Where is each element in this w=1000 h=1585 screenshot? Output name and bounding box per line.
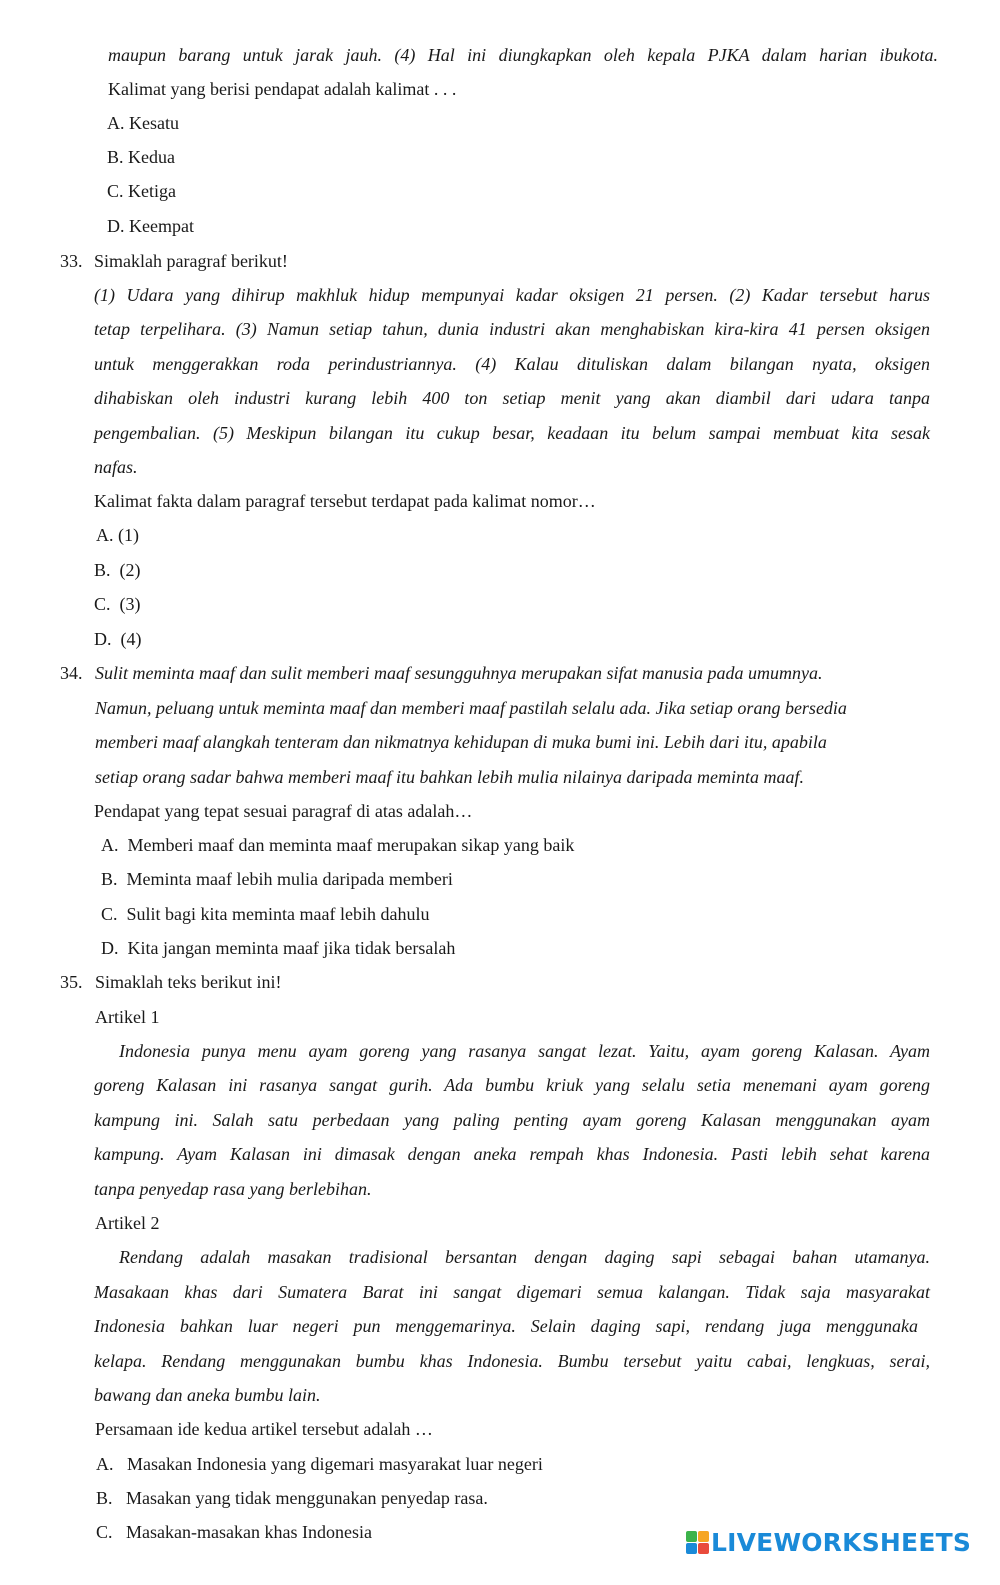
option-text: (4) (120, 629, 142, 649)
q34-number: 34. (60, 663, 83, 683)
article-1-title: Artikel 1 (95, 1007, 160, 1027)
logo-tile (698, 1543, 709, 1554)
q35-number: 35. (60, 972, 83, 992)
option-text: Kesatu (129, 113, 179, 133)
watermark-text: LIVEWORKSHEETS (711, 1527, 972, 1557)
option-text: Kedua (128, 147, 175, 167)
logo-tile (686, 1543, 697, 1554)
option-letter: D. (101, 938, 119, 958)
option-letter: D. (107, 216, 125, 236)
option-letter: B. (94, 560, 111, 580)
q33-intro: Simaklah paragraf berikut! (94, 251, 288, 271)
article-2-title: Artikel 2 (95, 1213, 160, 1233)
option-letter: B. (101, 869, 118, 889)
q34-option-c[interactable] (101, 903, 429, 925)
q32-option-b[interactable] (107, 146, 175, 168)
option-text: (3) (119, 594, 141, 614)
option-letter: A. (107, 113, 125, 133)
option-text: (1) (118, 525, 139, 545)
option-letter: B. (107, 147, 124, 167)
article-2-line: Masakaan khas dari Sumatera Barat ini sangat digemari semua kalangan. Tidak saja masyarakat (94, 1282, 930, 1302)
article-2-line: bawang dan aneka bumbu lain. (94, 1385, 321, 1405)
liveworksheets-logo-icon (686, 1531, 709, 1554)
q32-option-c[interactable] (107, 180, 176, 202)
article-1-line: tanpa penyedap rasa yang berlebihan. (94, 1179, 372, 1199)
q35-prompt: Persamaan ide kedua artikel tersebut adalah … (95, 1419, 433, 1439)
article-1-line: kampung ini. Salah satu perbedaan yang paling penting ayam goreng Kalasan menggunakan ayam (94, 1110, 930, 1130)
option-text: Masakan-masakan khas Indonesia (126, 1522, 372, 1542)
q32-option-a[interactable] (107, 112, 179, 134)
option-letter: C. (101, 904, 118, 924)
q33-option-b[interactable] (94, 559, 141, 581)
option-letter: C. (107, 181, 124, 201)
option-letter: B. (96, 1488, 113, 1508)
article-2-line: Indonesia bahkan luar negeri pun menggemarinya. Selain daging sapi, rendang juga menggunaka (94, 1316, 918, 1336)
q34-option-a[interactable] (101, 834, 574, 856)
q33-passage-line: dihabiskan oleh industri kurang lebih 400 ton setiap menit yang akan diambil dari udara tanpa (94, 388, 930, 408)
option-text: Meminta maaf lebih mulia daripada memberi (126, 869, 453, 889)
q33-prompt: Kalimat fakta dalam paragraf tersebut terdapat pada kalimat nomor… (94, 491, 596, 511)
article-1-line: kampung. Ayam Kalasan ini dimasak dengan aneka rempah khas Indonesia. Pasti lebih sehat karena (94, 1144, 930, 1164)
q34-passage-line: Namun, peluang untuk meminta maaf dan memberi maaf pastilah selalu ada. Jika setiap orang bersedia (95, 698, 847, 718)
q34-passage-line: memberi maaf alangkah tenteram dan nikmatnya kehidupan di muka bumi ini. Lebih dari itu, apabila (95, 732, 827, 752)
q32-prompt: Kalimat yang berisi pendapat adalah kalimat . . . (108, 79, 457, 99)
article-1-line: Indonesia punya menu ayam goreng yang rasanya sangat lezat. Yaitu, ayam goreng Kalasan. Ayam (119, 1041, 930, 1061)
q33-passage-line: nafas. (94, 457, 138, 477)
option-text: Sulit bagi kita meminta maaf lebih dahulu (126, 904, 430, 924)
q35-option-c[interactable] (96, 1521, 372, 1543)
article-2-line: Rendang adalah masakan tradisional bersantan dengan daging sapi sebagai bahan utamanya. (119, 1247, 930, 1267)
option-text: Ketiga (128, 181, 176, 201)
q32-passage-end: maupun barang untuk jarak jauh. (4) Hal ini diungkapkan oleh kepala PJKA dalam harian ibukota. (108, 45, 938, 65)
article-2-line: kelapa. Rendang menggunakan bumbu khas Indonesia. Bumbu tersebut yaitu cabai, lengkuas, serai, (94, 1351, 930, 1371)
option-text: Memberi maaf dan meminta maaf merupakan sikap yang baik (127, 835, 575, 855)
logo-tile (698, 1531, 709, 1542)
option-text: Kita jangan meminta maaf jika tidak bersalah (127, 938, 456, 958)
q32-option-d[interactable] (107, 215, 194, 237)
q33-passage-line: tetap terpelihara. (3) Namun setiap tahun, dunia industri akan menghabiskan kira-kira 41 persen oksigen (94, 319, 930, 339)
q33-passage-line: pengembalian. (5) Meskipun bilangan itu cukup besar, keadaan itu belum sampai membuat kita sesak (94, 423, 930, 443)
option-text: Masakan yang tidak menggunakan penyedap rasa. (126, 1488, 488, 1508)
option-text: Keempat (129, 216, 194, 236)
article-1-line: goreng Kalasan ini rasanya sangat gurih. Ada bumbu kriuk yang selalu setia menemani ayam goreng (94, 1075, 930, 1095)
option-letter: A. (96, 1454, 114, 1474)
option-letter: A. (101, 835, 119, 855)
q35-option-b[interactable] (96, 1487, 488, 1509)
q33-passage-line: (1) Udara yang dihirup makhluk hidup mempunyai kadar oksigen 21 persen. (2) Kadar tersebut harus (94, 285, 930, 305)
q33-number: 33. (60, 251, 83, 271)
q35-intro: Simaklah teks berikut ini! (95, 972, 282, 992)
q34-prompt: Pendapat yang tepat sesuai paragraf di atas adalah… (94, 801, 473, 821)
q34-passage-line: Sulit meminta maaf dan sulit memberi maaf sesungguhnya merupakan sifat manusia pada umumnya. (95, 663, 823, 683)
option-text: (2) (119, 560, 141, 580)
option-letter: C. (94, 594, 111, 614)
option-text: Masakan Indonesia yang digemari masyarakat luar negeri (127, 1454, 543, 1474)
option-letter: C. (96, 1522, 113, 1542)
q33-option-a[interactable] (96, 524, 139, 546)
option-letter: A. (96, 525, 114, 545)
q33-option-c[interactable] (94, 593, 141, 615)
q33-option-d[interactable] (94, 628, 142, 650)
q33-passage-line: untuk menggerakkan roda perindustriannya. (4) Kalau dituliskan dalam bilangan nyata, oksigen (94, 354, 930, 374)
option-letter: D. (94, 629, 112, 649)
q34-option-d[interactable] (101, 937, 455, 959)
q34-option-b[interactable] (101, 868, 453, 890)
q35-option-a[interactable] (96, 1453, 543, 1475)
liveworksheets-watermark (686, 1527, 971, 1557)
logo-tile (686, 1531, 697, 1542)
q34-passage-line: setiap orang sadar bahwa memberi maaf itu bahkan lebih mulia nilainya daripada meminta maaf. (95, 767, 804, 787)
